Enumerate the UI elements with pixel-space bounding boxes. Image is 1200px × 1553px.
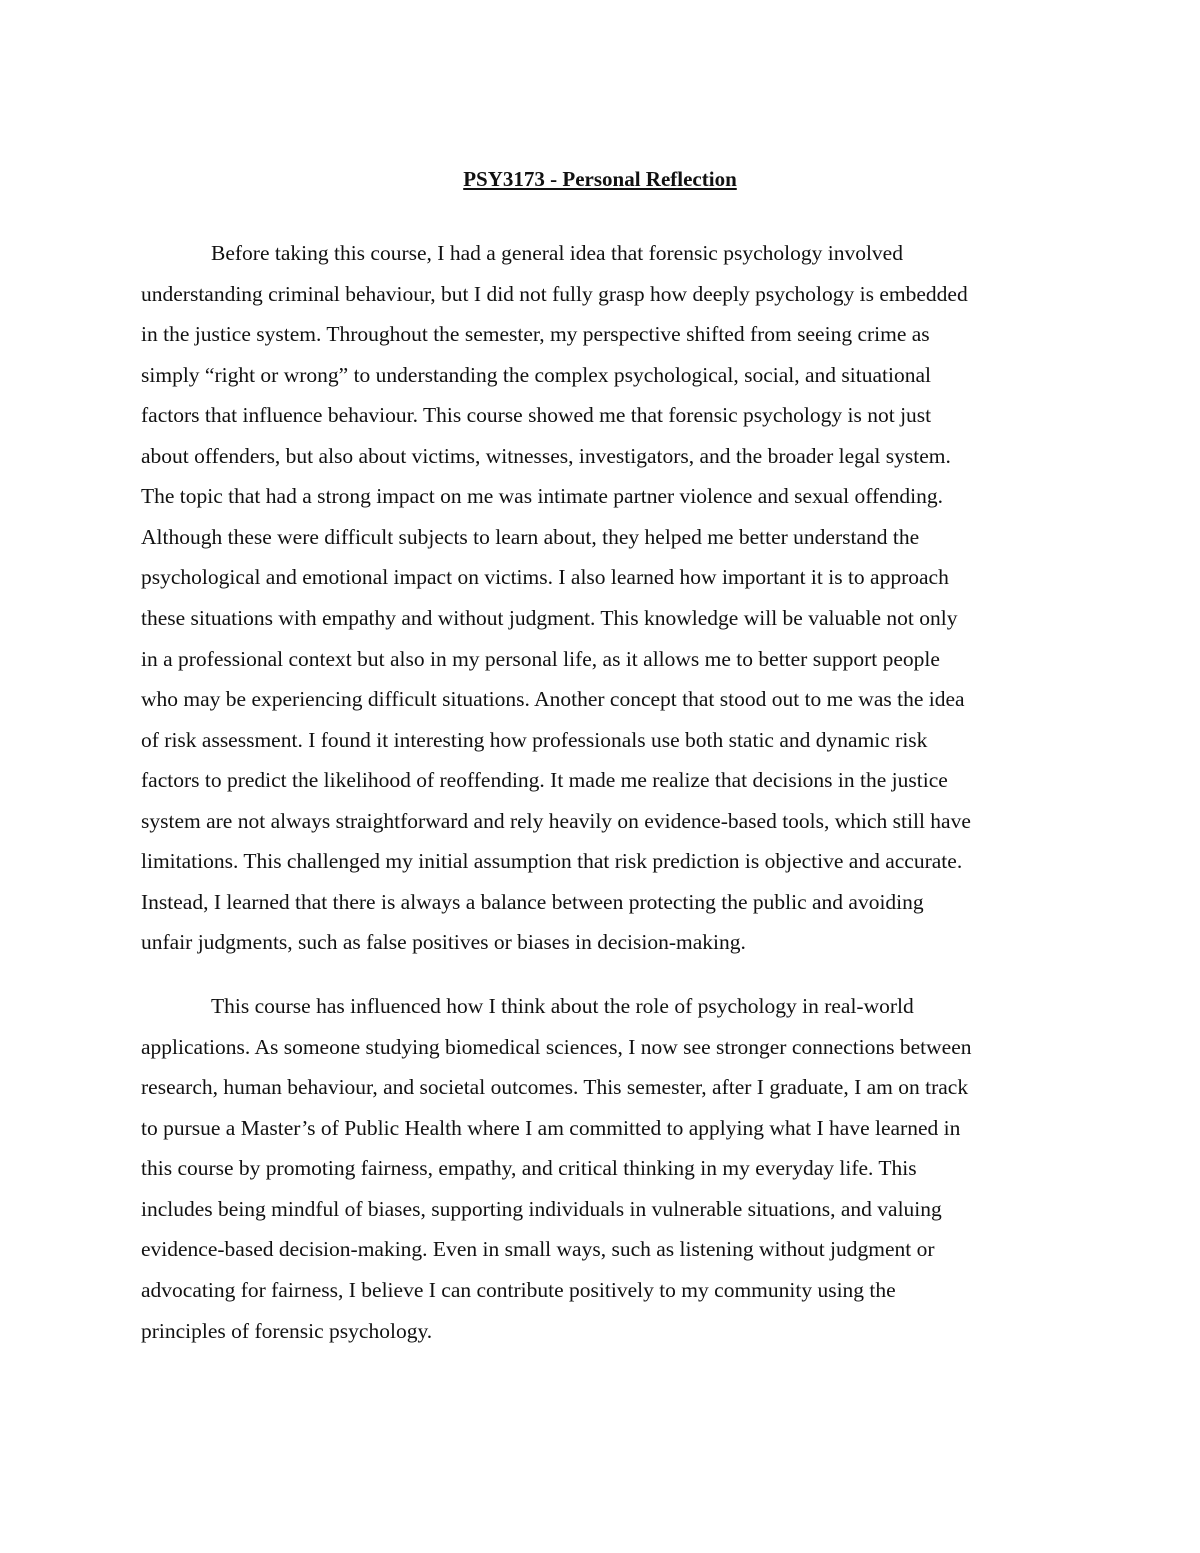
paragraph-line: factors that influence behaviour. This course showed me that forensic psychology is not just xyxy=(141,403,932,427)
paragraph-line: in a professional context but also in my personal life, as it allows me to better support people xyxy=(141,647,940,671)
paragraph-line: about offenders, but also about victims, witnesses, investigators, and the broader legal system. xyxy=(141,444,951,468)
paragraph-line: these situations with empathy and without judgment. This knowledge will be valuable not only xyxy=(141,606,958,630)
paragraph-line: to pursue a Master’s of Public Health where I am committed to applying what I have learned in xyxy=(141,1116,961,1140)
paragraph-line: principles of forensic psychology. xyxy=(141,1319,433,1343)
paragraph-line: evidence-based decision-making. Even in small ways, such as listening without judgment or xyxy=(141,1237,935,1261)
paragraph-line: Before taking this course, I had a general idea that forensic psychology involved xyxy=(211,241,903,265)
paragraph-line: Instead, I learned that there is always a balance between protecting the public and avoiding xyxy=(141,890,924,914)
paragraph-line: simply “right or wrong” to understanding the complex psychological, social, and situational xyxy=(141,363,931,387)
paragraph-line: who may be experiencing difficult situations. Another concept that stood out to me was the idea xyxy=(141,687,965,711)
paragraph-line: in the justice system. Throughout the semester, my perspective shifted from seeing crime as xyxy=(141,322,930,346)
paragraph-line: applications. As someone studying biomedical sciences, I now see stronger connections between xyxy=(141,1035,972,1059)
paragraph-line: limitations. This challenged my initial assumption that risk prediction is objective and accurate. xyxy=(141,849,963,873)
paragraph-line: of risk assessment. I found it interesting how professionals use both static and dynamic risk xyxy=(141,728,928,752)
paragraph-line: This course has influenced how I think about the role of psychology in real-world xyxy=(211,994,914,1018)
paragraph-line: psychological and emotional impact on victims. I also learned how important it is to approach xyxy=(141,565,949,589)
paragraph-line: this course by promoting fairness, empathy, and critical thinking in my everyday life. This xyxy=(141,1156,917,1180)
paragraph-line: system are not always straightforward and rely heavily on evidence-based tools, which still have xyxy=(141,809,971,833)
paragraph-line: The topic that had a strong impact on me was intimate partner violence and sexual offending. xyxy=(141,484,944,508)
paragraph-line: unfair judgments, such as false positives or biases in decision-making. xyxy=(141,930,746,954)
document-title: PSY3173 - Personal Reflection xyxy=(463,167,737,191)
paragraph-line: research, human behaviour, and societal outcomes. This semester, after I graduate, I am on track xyxy=(141,1075,969,1099)
paragraph-line: includes being mindful of biases, supporting individuals in vulnerable situations, and valuing xyxy=(141,1197,942,1221)
paragraph-line: understanding criminal behaviour, but I did not fully grasp how deeply psychology is embedded xyxy=(141,282,968,306)
paragraph-line: factors to predict the likelihood of reoffending. It made me realize that decisions in the justice xyxy=(141,768,948,792)
paragraph-line: Although these were difficult subjects to learn about, they helped me better understand the xyxy=(141,525,920,549)
paragraph-line: advocating for fairness, I believe I can contribute positively to my community using the xyxy=(141,1278,896,1302)
